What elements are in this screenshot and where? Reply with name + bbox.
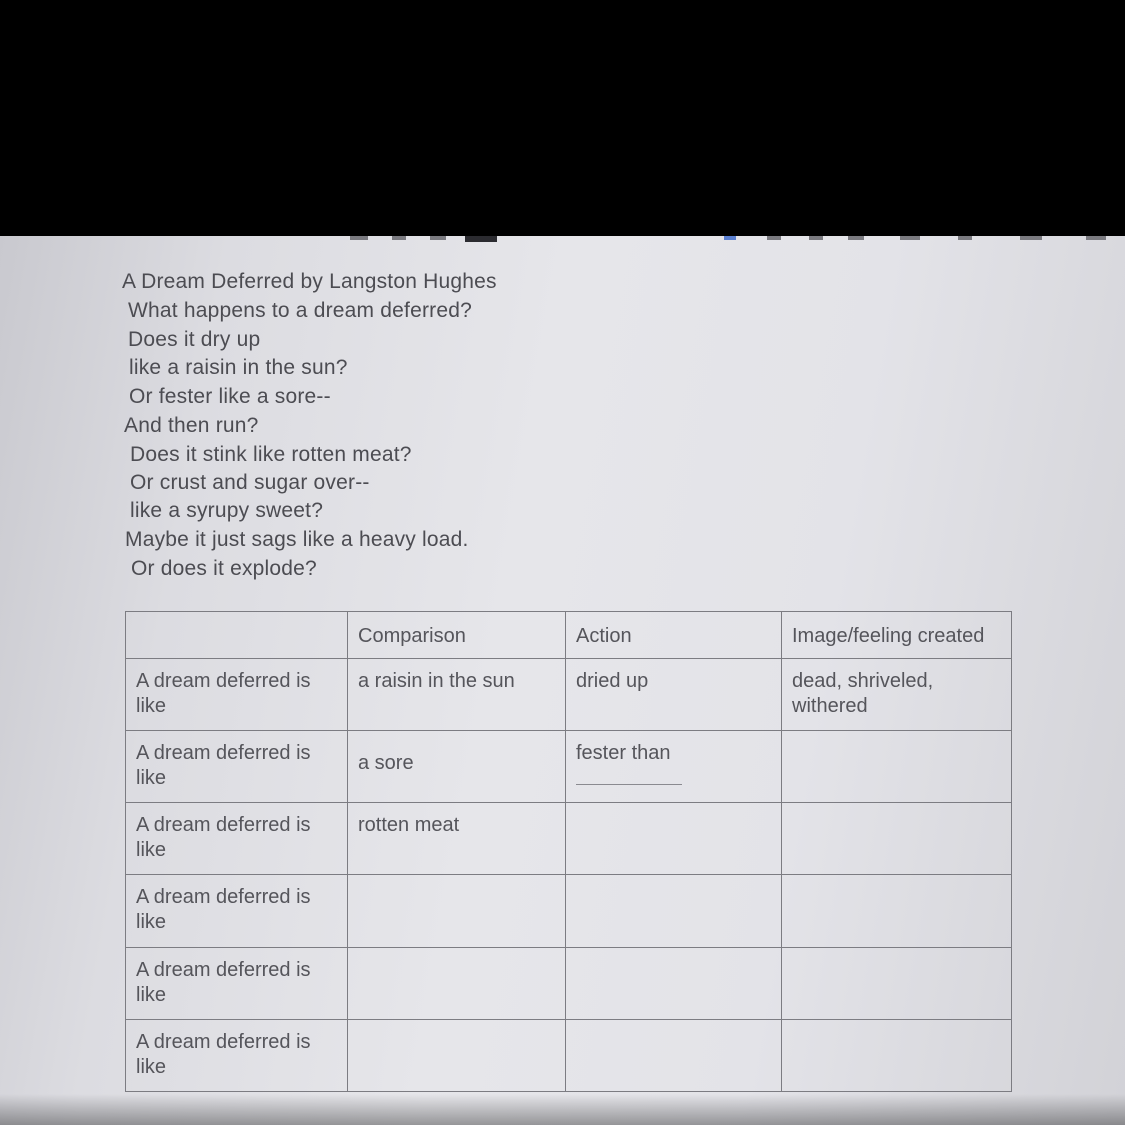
header-cell-image-feeling: Image/feeling created [782,612,1012,659]
row-label-cell: A dream deferred is like [126,947,348,1019]
fill-in-blank-line [576,784,682,785]
table-row [126,731,1012,803]
poem-line: Does it stink like rotten meat? [130,443,412,466]
image-feeling-cell[interactable] [782,947,1012,1019]
comparison-cell[interactable]: a raisin in the sun [348,659,566,731]
comparison-cell[interactable] [348,947,566,1019]
header-cell-blank [126,612,348,659]
toolbar-remnant [0,236,1125,242]
action-cell[interactable] [566,803,782,875]
row-label-cell: A dream deferred is like [126,1019,348,1091]
row-label-cell: A dream deferred is like [126,731,348,803]
screen [0,236,1125,1125]
poem-line: Does it dry up [128,328,261,351]
poem-line: like a raisin in the sun? [129,356,348,379]
comparison-cell[interactable] [348,875,566,947]
table-row [126,875,1012,947]
poem-line: What happens to a dream deferred? [128,299,472,322]
row-label-cell: A dream deferred is like [126,803,348,875]
image-feeling-cell[interactable] [782,875,1012,947]
image-feeling-cell[interactable] [782,1019,1012,1091]
action-text: fester than [576,742,671,765]
comparison-table [125,611,1011,1092]
poem-line: Or crust and sugar over-- [130,471,370,494]
table-row [126,659,1012,731]
monitor-bezel [0,1094,1125,1125]
action-cell[interactable] [566,875,782,947]
image-feeling-cell[interactable] [782,803,1012,875]
poem-line: Maybe it just sags like a heavy load. [125,528,469,551]
action-cell[interactable] [566,1019,782,1091]
poem-title: A Dream Deferred by Langston Hughes [122,270,497,293]
comparison-cell[interactable] [348,731,566,803]
table-row [126,1019,1012,1091]
poem-line: And then run? [124,414,259,437]
comparison-cell[interactable]: rotten meat [348,803,566,875]
poem-line: like a syrupy sweet? [130,499,324,522]
comparison-text: a sore [358,752,414,775]
action-cell[interactable]: dried up [566,659,782,731]
header-cell-comparison: Comparison [348,612,566,659]
action-cell[interactable] [566,947,782,1019]
comparison-cell[interactable] [348,1019,566,1091]
poem-line: Or fester like a sore-- [129,385,331,408]
image-feeling-cell[interactable] [782,731,1012,803]
header-cell-action: Action [566,612,782,659]
table-header-row [126,612,1012,659]
table-row [126,947,1012,1019]
table-row [126,803,1012,875]
row-label-cell: A dream deferred is like [126,659,348,731]
row-label-cell: A dream deferred is like [126,875,348,947]
poem-line: Or does it explode? [131,557,317,580]
action-cell[interactable] [566,731,782,803]
image-feeling-cell[interactable]: dead, shriveled, withered [782,659,1012,731]
